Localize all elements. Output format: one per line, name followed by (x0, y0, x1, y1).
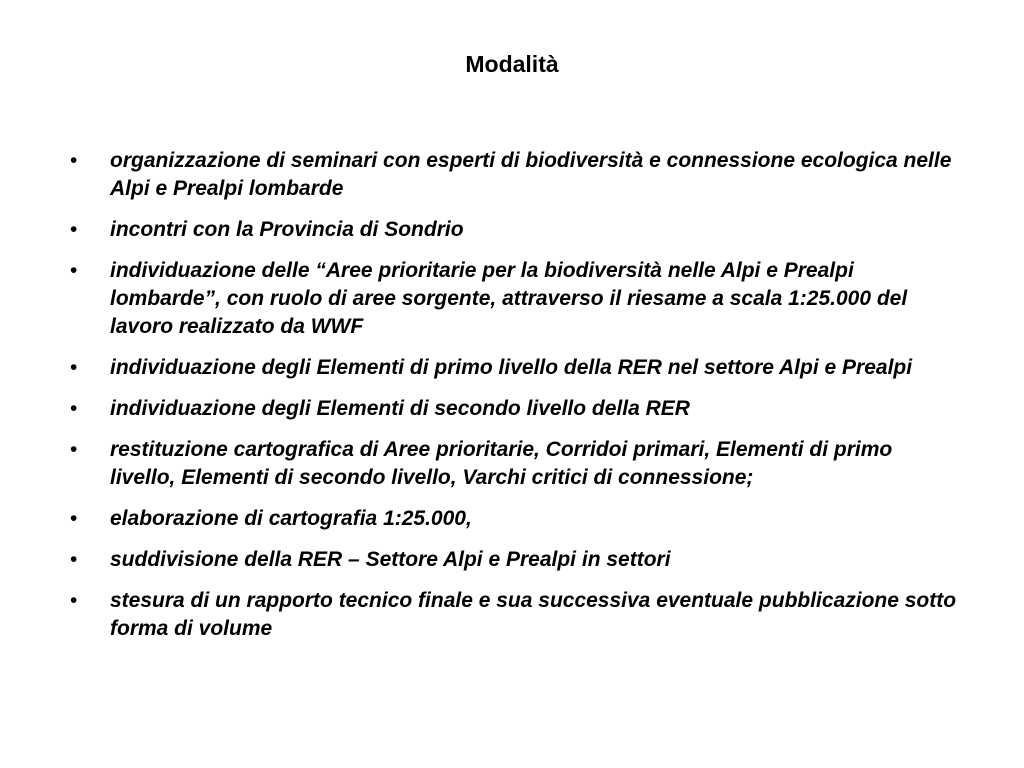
bullet-item (70, 587, 960, 643)
bullet-text: elaborazione di cartografia 1:25.000, (110, 507, 472, 530)
bullet-text: individuazione delle “Aree prioritarie per la biodiversità nelle Alpi e Prealpi lombarde”, con ruolo di aree sorgente, attraverso il riesame a scala 1:25.000 del lavoro realizzato da WWF (110, 259, 908, 338)
bullet-dot-icon: • (70, 397, 78, 420)
bullet-dot-icon: • (70, 149, 78, 172)
bullet-dot-icon: • (70, 438, 78, 461)
bullet-dot-icon: • (70, 259, 78, 282)
bullet-dot-icon: • (70, 356, 78, 379)
bullet-text: incontri con la Provincia di Sondrio (110, 218, 464, 241)
bullet-text: restituzione cartografica di Aree prioritarie, Corridoi primari, Elementi di primo livello, Elementi di secondo livello, Varchi critici di connessione; (110, 438, 893, 489)
bullet-list (70, 147, 960, 656)
bullet-text: organizzazione di seminari con esperti di biodiversità e connessione ecologica nelle Alpi e Prealpi lombarde (110, 149, 952, 200)
bullet-item (70, 257, 960, 341)
bullet-text: stesura di un rapporto tecnico finale e sua successiva eventuale pubblicazione sotto forma di volume (110, 589, 957, 640)
bullet-item (70, 436, 960, 492)
bullet-item (70, 216, 960, 244)
bullet-dot-icon: • (70, 548, 78, 571)
bullet-item (70, 147, 960, 203)
bullet-item (70, 354, 960, 382)
bullet-text: suddivisione della RER – Settore Alpi e Prealpi in settori (110, 548, 671, 571)
bullet-item (70, 505, 960, 533)
bullet-item (70, 546, 960, 574)
bullet-text: individuazione degli Elementi di secondo livello della RER (110, 397, 690, 420)
slide-title: Modalità (465, 51, 559, 77)
bullet-item (70, 395, 960, 423)
bullet-dot-icon: • (70, 589, 78, 612)
bullet-dot-icon: • (70, 507, 78, 530)
bullet-text: individuazione degli Elementi di primo livello della RER nel settore Alpi e Prealpi (110, 356, 913, 379)
bullet-dot-icon: • (70, 218, 78, 241)
